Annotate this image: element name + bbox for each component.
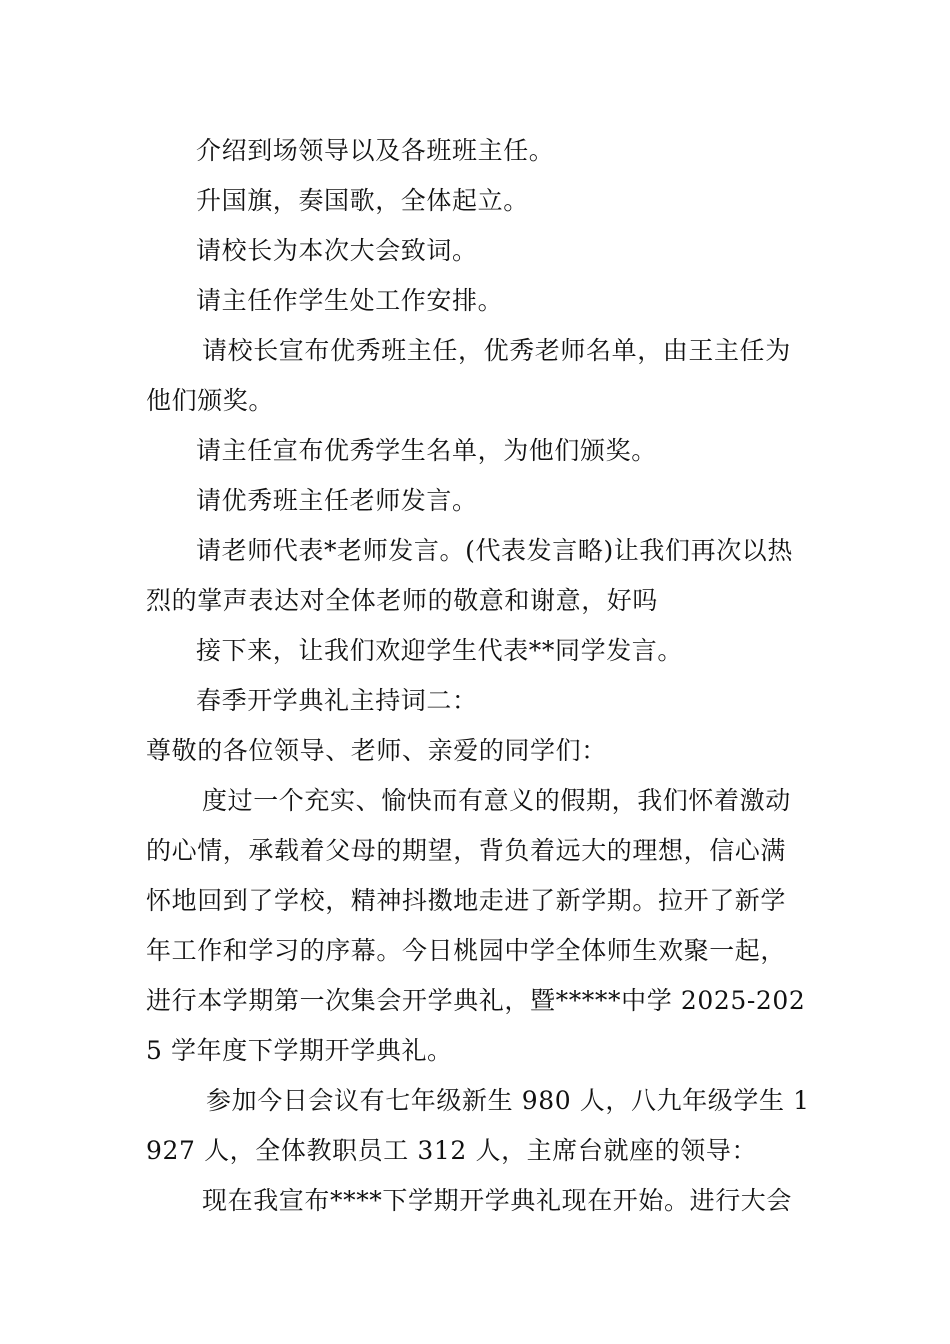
section-heading-host-speech-two: 春季开学典礼主持词二：	[196, 686, 478, 715]
paragraph-director-arrangement: 请主任作学生处工作安排。	[196, 286, 504, 315]
paragraph-new-semester: 度过一个充实、愉快而有意义的假期，我们怀着激动的心情，承载着父母的期望，背负着远大的理想，信心满怀地回到了学校，精神抖擞地走进了新学期。拉开了新学年工作和学习的序幕。今日桃园中学全体师生欢聚一起，进行本学期第一次集会开学典礼，暨*****中学 2025-2025 学年度下学期开学典礼。	[146, 786, 806, 1065]
paragraph-attendance: 参加今日会议有七年级新生 980 人，八九年级学生 1927 人，全体教职员工 312 人，主席台就座的领导：	[146, 1086, 810, 1165]
paragraph-ceremony-start: 现在我宣布****下学期开学典礼现在开始。进行大会	[202, 1186, 793, 1215]
paragraph-teacher-awards: 请校长宣布优秀班主任，优秀老师名单，由王主任为他们颁奖。	[146, 336, 791, 415]
paragraph-introduce-leaders: 介绍到场领导以及各班班主任。	[196, 136, 555, 165]
paragraph-principal-speech: 请校长为本次大会致词。	[196, 236, 478, 265]
paragraph-flag-raising: 升国旗，奏国歌，全体起立。	[196, 186, 529, 215]
salutation: 尊敬的各位领导、老师、亲爱的同学们：	[146, 736, 607, 765]
paragraph-student-representative: 接下来，让我们欢迎学生代表**同学发言。	[196, 636, 684, 665]
paragraph-student-awards: 请主任宣布优秀学生名单，为他们颁奖。	[196, 436, 657, 465]
paragraph-teacher-representative: 请老师代表*老师发言。(代表发言略)让我们再次以热烈的掌声表达对全体老师的敬意和谢意，好吗	[146, 536, 794, 615]
paragraph-head-teacher-speech: 请优秀班主任老师发言。	[196, 486, 478, 515]
